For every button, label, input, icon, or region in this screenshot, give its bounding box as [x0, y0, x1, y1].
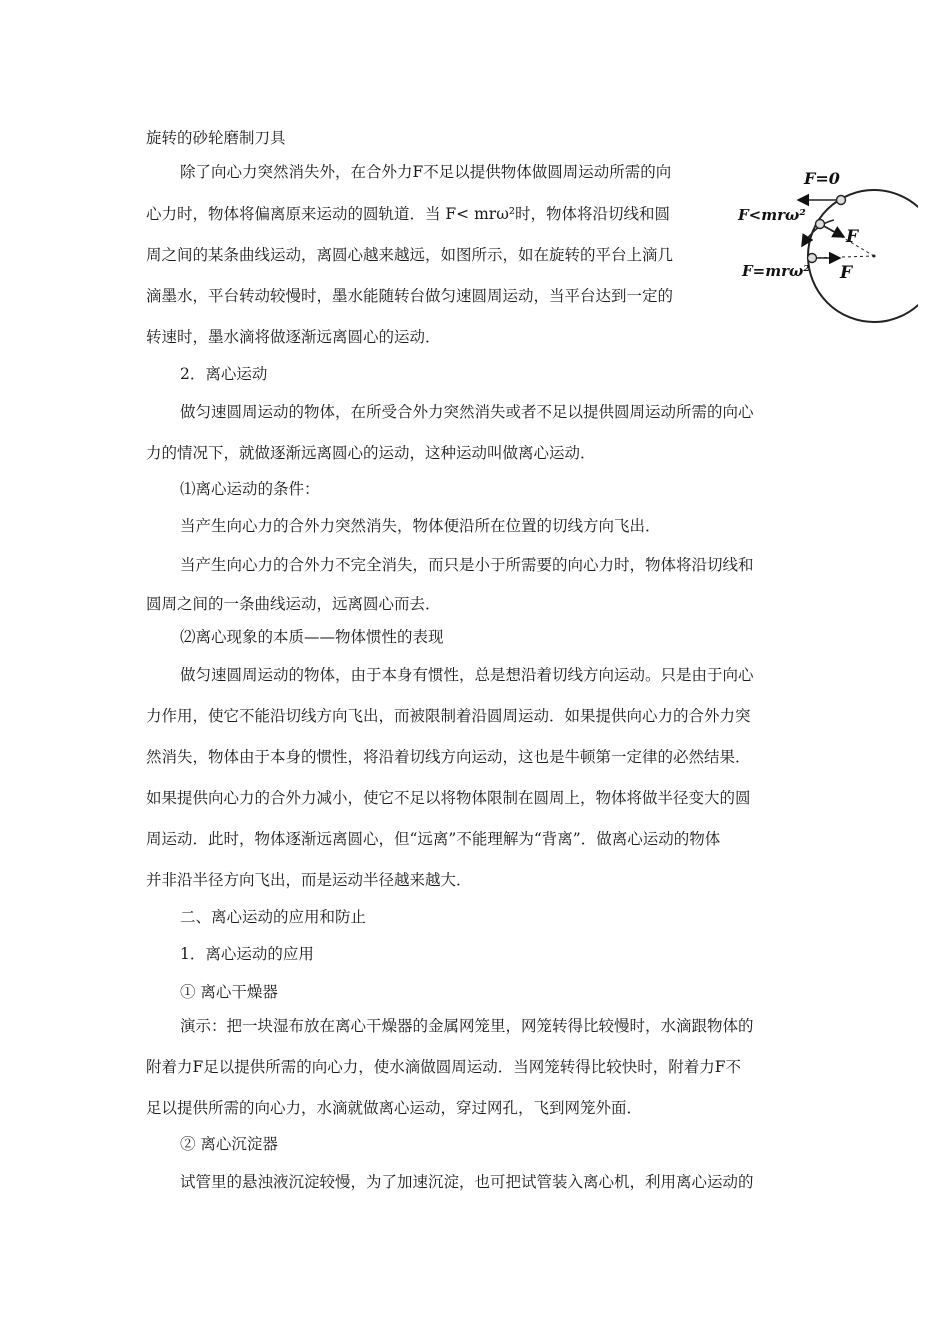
text-line: 除了向心力突然消失外，在合外力F不足以提供物体做圆周运动所需的向 [180, 163, 672, 181]
subsection-heading: ⑴离心运动的条件： [180, 480, 320, 498]
text-line: 周之间的某条曲线运动，离圆心越来越远，如图所示，如在旋转的平台上滴几 [146, 246, 674, 264]
item-heading: ① 离心干燥器 [180, 983, 278, 1001]
text-line: 当产生向心力的合外力突然消失，物体便沿所在位置的切线方向飞出． [180, 517, 661, 535]
centrifugal-motion-diagram [736, 158, 918, 328]
subsection-heading: ⑵离心现象的本质——物体惯性的表现 [180, 628, 444, 646]
text-line: 试管里的悬浊液沉淀较慢，为了加速沉淀，也可把试管装入离心机，利用离心运动的 [180, 1173, 754, 1191]
item-heading: ② 离心沉淀器 [180, 1135, 278, 1153]
text-line: 做匀速圆周运动的物体，由于本身有惯性，总是想沿着切线方向运动。只是由于向心 [180, 666, 754, 684]
label-f-low: F [840, 263, 853, 283]
text-line: 旋转的砂轮磨制刀具 [146, 129, 286, 147]
label-f-zero: F=0 [804, 169, 840, 188]
text-line: 足以提供所需的向心力，水滴就做离心运动，穿过网孔，飞到网笼外面． [146, 1099, 643, 1117]
diagram-svg [736, 158, 918, 328]
text-line: 转速时，墨水滴将做逐渐远离圆心的运动． [146, 328, 441, 346]
text-line: 周运动．此时，物体逐渐远离圆心，但“远离”不能理解为“背离”．做离心运动的物体 [146, 830, 721, 848]
text-line: 当产生向心力的合外力不完全消失，而只是小于所需要的向心力时，物体将沿切线和 [180, 556, 754, 574]
text-line: 并非沿半径方向飞出，而是运动半径越来越大． [146, 871, 472, 889]
section-heading: 2．离心运动 [180, 365, 268, 383]
text-line: 附着力F足以提供所需的向心力，使水滴做圆周运动．当网笼转得比较快时，附着力F不 [146, 1058, 742, 1076]
text-line: 心力时，物体将偏离原来运动的圆轨道．当 F< mrω²时，物体将沿切线和圆 [146, 205, 671, 223]
text-line: 做匀速圆周运动的物体，在所受合外力突然消失或者不足以提供圆周运动所需的向心 [180, 403, 754, 421]
label-f-equal: F=mrω² [742, 262, 810, 280]
orbit-circle [808, 190, 918, 322]
ball-icon [837, 196, 846, 205]
label-f-less: F<mrω² [738, 206, 806, 224]
section-heading: 1．离心运动的应用 [180, 945, 314, 963]
ball-icon [816, 220, 825, 229]
text-line: 力的情况下，就做逐渐远离圆心的运动，这种运动叫做离心运动． [146, 444, 596, 462]
text-line: 然消失，物体由于本身的惯性，将沿着切线方向运动，这也是牛顿第一定律的必然结果． [146, 748, 751, 766]
label-f-mid: F [846, 227, 859, 247]
center-dot [873, 255, 876, 258]
text-line: 如果提供向心力的合外力减小，使它不足以将物体限制在圆周上，物体将做半径变大的圆 [146, 789, 751, 807]
text-line: 滴墨水，平台转动较慢时，墨水能随转台做匀速圆周运动，当平台达到一定的 [146, 287, 674, 305]
text-line: 圆周之间的一条曲线运动，远离圆心而去． [146, 595, 441, 613]
text-line: 力作用，使它不能沿切线方向飞出，而被限制着沿圆周运动．如果提供向心力的合外力突 [146, 707, 751, 725]
text-line: 演示：把一块湿布放在离心干燥器的金属网笼里，网笼转得比较慢时，水滴跟物体的 [180, 1017, 754, 1035]
section-heading: 二、离心运动的应用和防止 [180, 908, 367, 926]
